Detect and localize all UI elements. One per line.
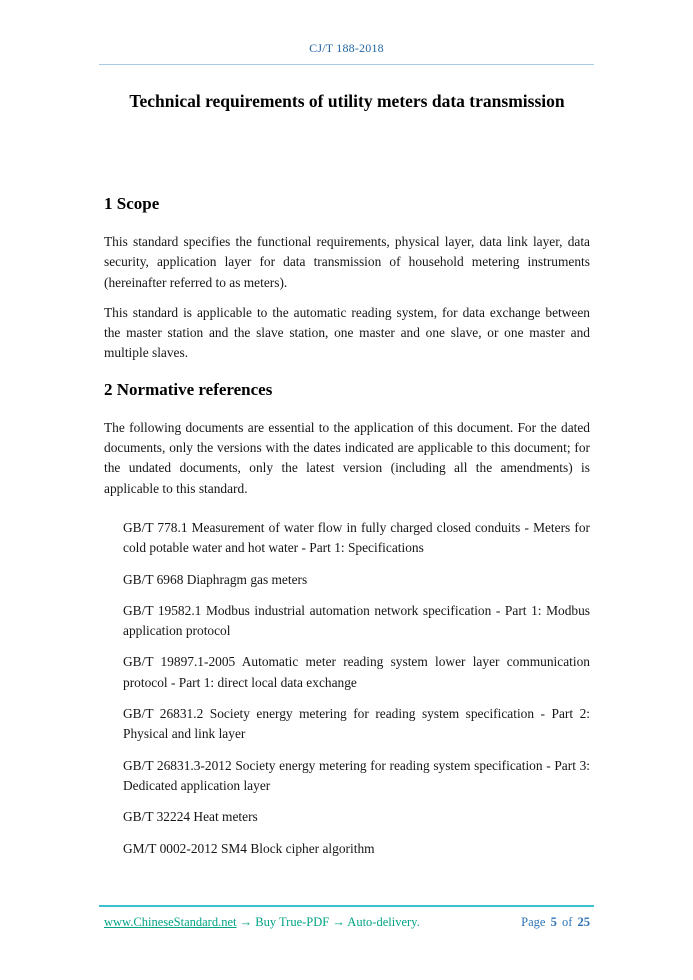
footer-website-link[interactable]: www.ChineseStandard.net [104,915,237,929]
footer-promo [104,914,420,931]
scope-paragraph-1: This standard specifies the functional requirements, physical layer, data link layer, data security, application layer for data transmission of household metering instruments (hereinafter referred to as meters). [104,234,590,290]
doc-number: CJ/T 188-2018 [309,41,384,55]
reference-item: GM/T 0002-2012 SM4 Block cipher algorithm [123,840,375,856]
reference-item: GB/T 26831.2 Society energy metering for reading system specification - Part 2: Physical and link layer [123,706,590,742]
reference-item: GB/T 778.1 Measurement of water flow in fully charged closed conduits - Meters for cold potable water and hot water - Part 1: Specifications [123,519,590,556]
of-word: of [561,915,573,929]
reference-item: GB/T 26831.3-2012 Society energy metering for reading system specification - Part 3: Dedicated application layer [123,757,590,793]
reference-item: GB/T 19897.1-2005 Automatic meter reading system lower layer communication protocol - Part 1: direct local data exchange [123,654,590,690]
page-indicator [521,914,590,931]
reference-list [104,518,590,859]
reference-item: GB/T 19582.1 Modbus industrial automation network specification - Part 1: Modbus application protocol [123,602,590,639]
footer-promo-text: → Buy True-PDF → Auto-delivery. [236,915,420,929]
section-heading-normative-references: 2 Normative references [104,379,273,399]
page-current: 5 [550,915,557,929]
page-word: Page [521,915,546,929]
page-footer [104,914,590,931]
section-heading-scope: 1 Scope [104,194,160,213]
footer-divider [99,905,594,907]
reference-item: GB/T 6968 Diaphragm gas meters [123,571,308,587]
normative-intro-paragraph: The following documents are essential to the application of this document. For the dated documents, only the versions with the dates indicated are applicable to this document; for the undated documents, only the latest version (including all the amendments) is applicable to this standard. [104,419,590,496]
document-content [104,0,590,870]
reference-item: GB/T 32224 Heat meters [123,809,258,825]
page-total: 25 [577,915,590,929]
document-title: Technical requirements of utility meters data transmission [129,91,565,111]
scope-paragraph-2: This standard is applicable to the automatic reading system, for data exchange between the master station and the slave station, one master and one slave, or one master and multiple slaves. [104,304,590,361]
